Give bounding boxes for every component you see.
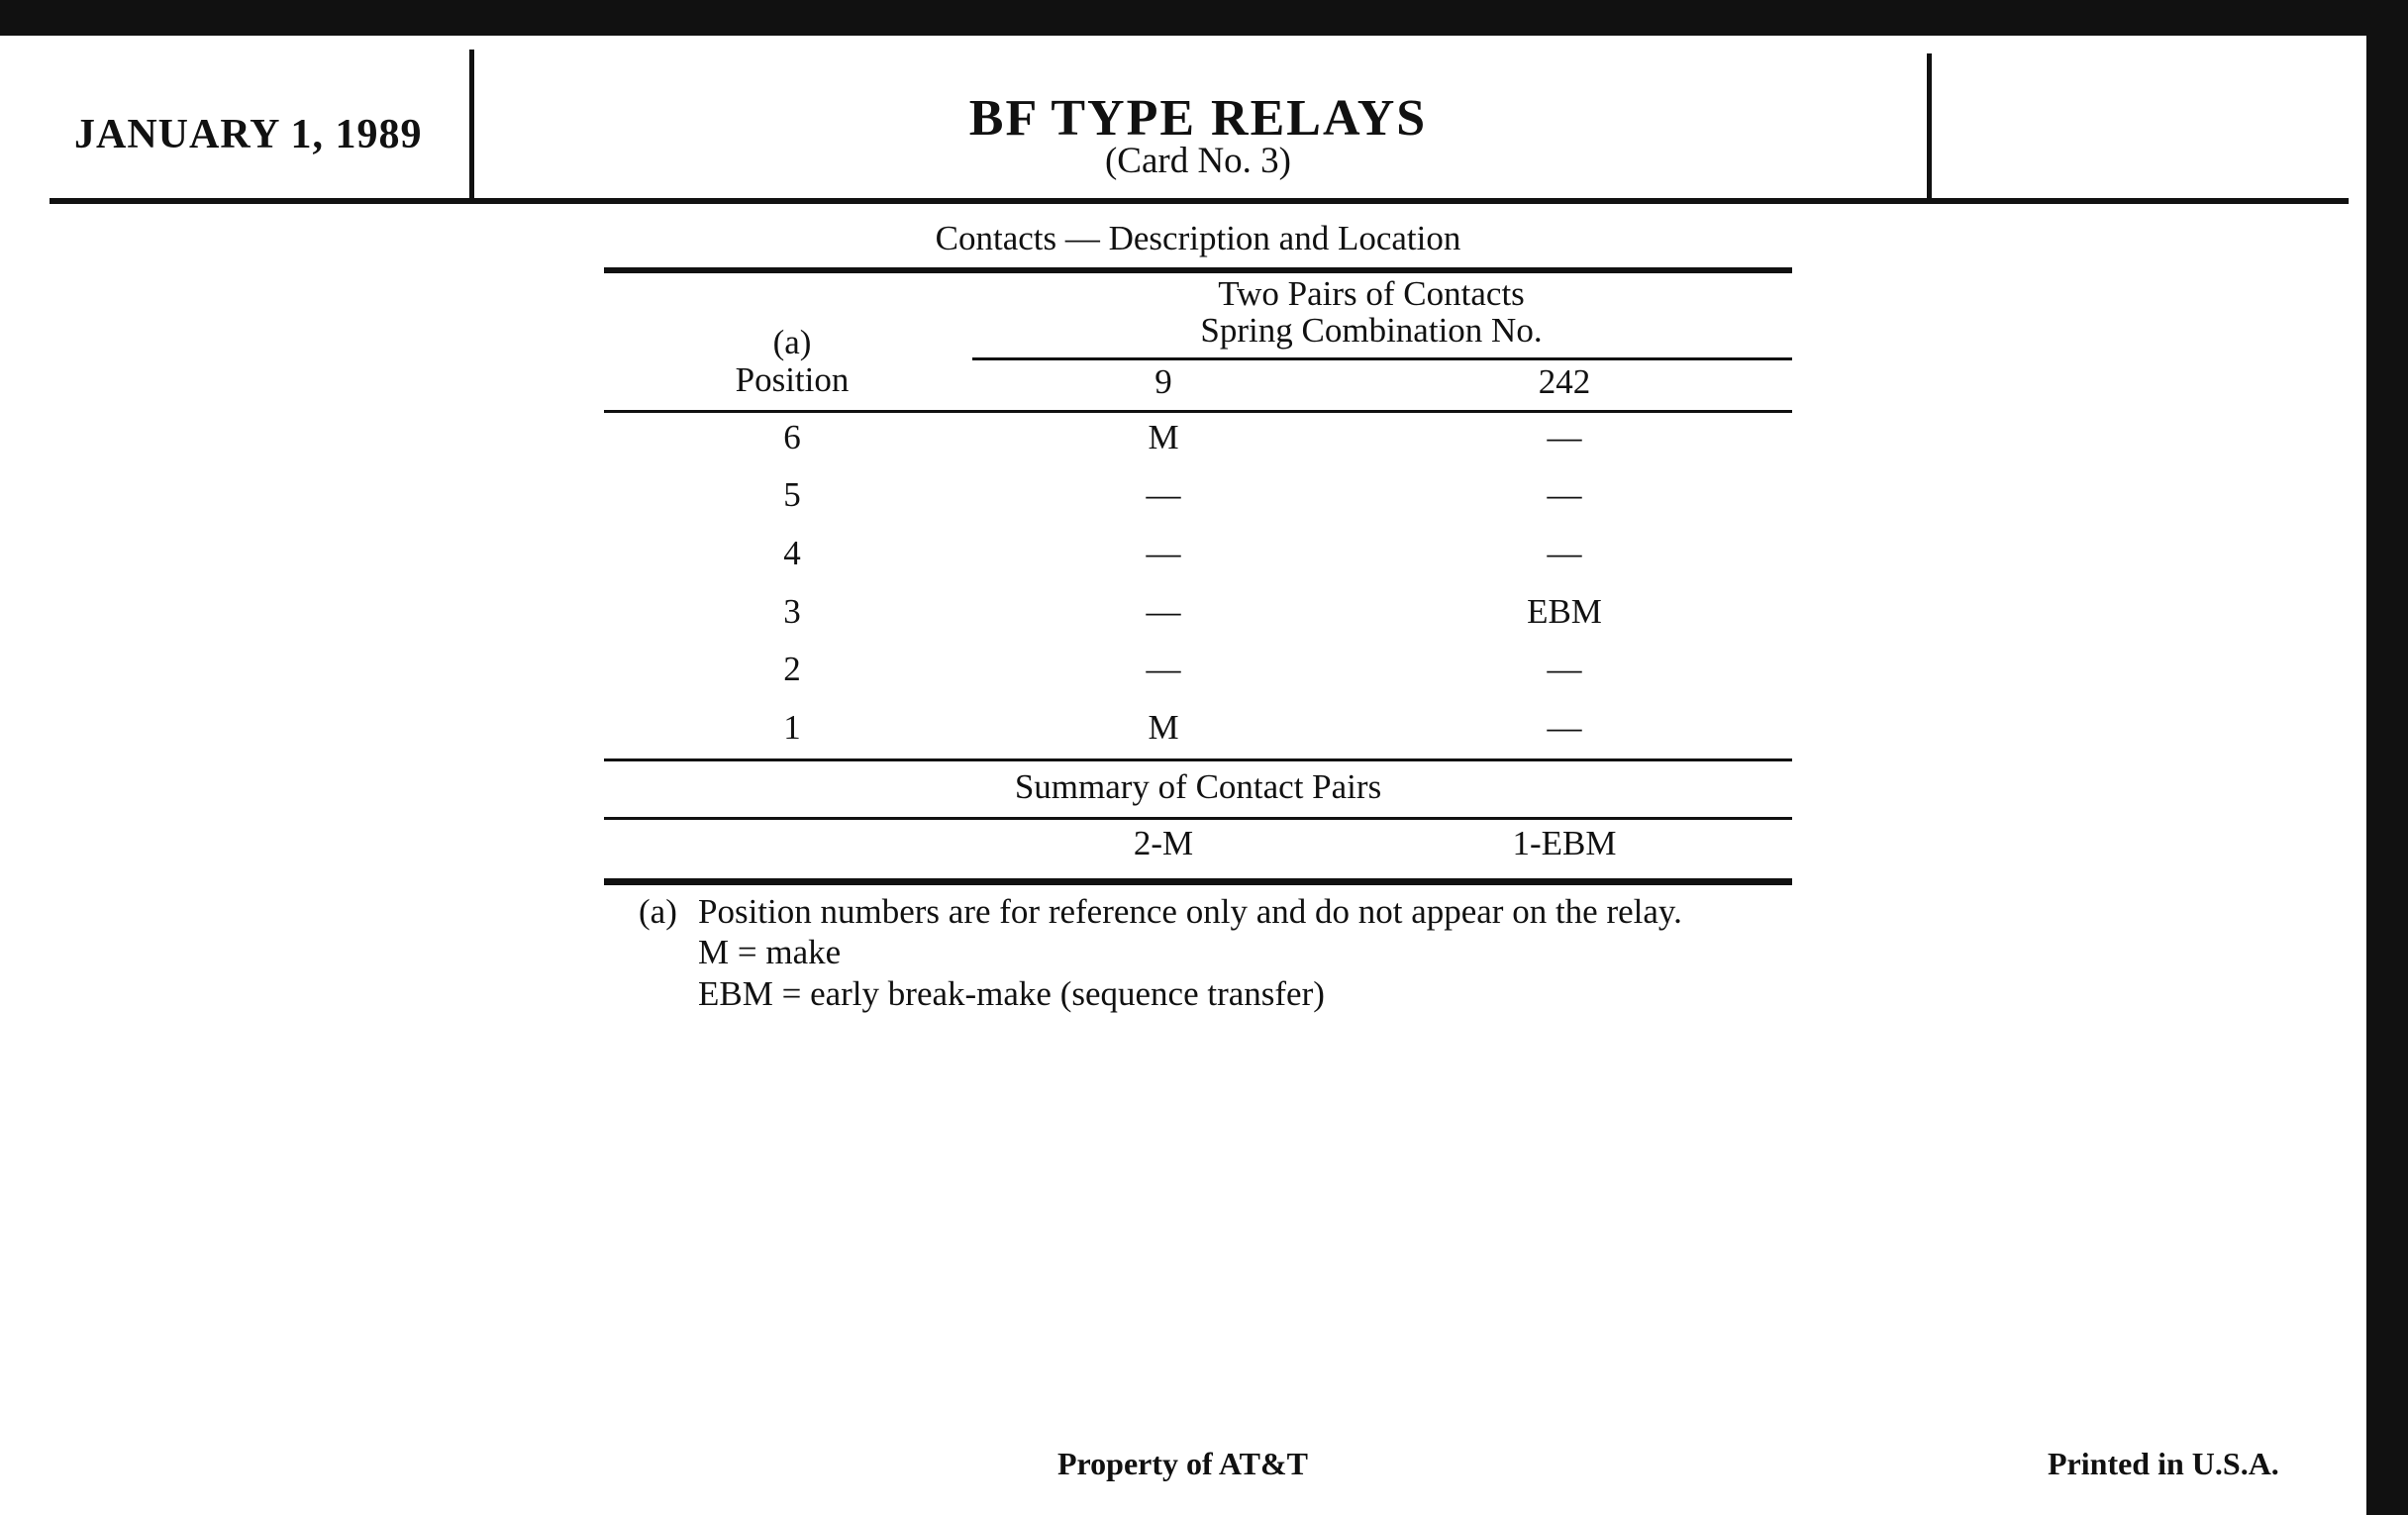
- footnote-line: M = make: [698, 933, 842, 971]
- header-divider-right: [1927, 53, 1932, 202]
- summary-label: Summary of Contact Pairs: [1014, 767, 1382, 806]
- table-cell-position: 1: [783, 708, 801, 747]
- table-bottom-rule: [604, 878, 1792, 885]
- table-cell-combo-242: EBM: [1527, 592, 1602, 631]
- card-date: JANUARY 1, 1989: [74, 112, 423, 157]
- table-cell-combo-242: —: [1547, 650, 1582, 688]
- rows-bottom-rule: [604, 758, 1792, 761]
- scan-border-top: [0, 0, 2408, 36]
- header-bottom-rule: [604, 410, 1792, 413]
- table-caption: Contacts — Description and Location: [935, 219, 1461, 257]
- group-header-line1: Two Pairs of Contacts: [1218, 274, 1525, 313]
- footer-property: Property of AT&T: [1057, 1446, 1308, 1481]
- footnote-line: EBM = early break-make (sequence transfer): [698, 974, 1325, 1013]
- position-header-label: Position: [735, 360, 850, 399]
- header-divider-left: [469, 50, 474, 200]
- footnote-line: Position numbers are for reference only and do not appear on the relay.: [698, 892, 1682, 931]
- table-cell-position: 2: [783, 650, 801, 688]
- table-cell-position: 5: [783, 475, 801, 514]
- table-cell-combo-9: M: [1148, 708, 1179, 747]
- combo-header-9: 9: [1154, 362, 1172, 401]
- table-cell-position: 6: [783, 418, 801, 456]
- card-subtitle: (Card No. 3): [1104, 141, 1292, 181]
- table-cell-combo-9: —: [1146, 592, 1181, 631]
- table-cell-combo-9: M: [1148, 418, 1179, 456]
- table-cell-position: 3: [783, 592, 801, 631]
- position-header-note: (a): [772, 323, 812, 361]
- summary-combo-242: 1-EBM: [1512, 824, 1617, 862]
- footnote-marker: (a): [639, 892, 677, 931]
- table-cell-combo-242: —: [1547, 475, 1582, 514]
- table-cell-position: 4: [783, 534, 801, 572]
- footer-printed: Printed in U.S.A.: [2048, 1446, 2279, 1481]
- table-top-rule: [604, 267, 1792, 273]
- table-cell-combo-242: —: [1547, 418, 1582, 456]
- summary-rule: [604, 817, 1792, 820]
- table-cell-combo-242: —: [1547, 708, 1582, 747]
- card-title: BF TYPE RELAYS: [968, 90, 1428, 147]
- group-header-rule: [972, 357, 1792, 360]
- group-header-line2: Spring Combination No.: [1200, 311, 1543, 350]
- header-rule: [50, 198, 2349, 204]
- summary-combo-9: 2-M: [1133, 824, 1194, 862]
- scan-border-right: [2366, 0, 2408, 1515]
- table-cell-combo-242: —: [1547, 534, 1582, 572]
- combo-header-242: 242: [1538, 362, 1591, 401]
- table-cell-combo-9: —: [1146, 650, 1181, 688]
- table-cell-combo-9: —: [1146, 534, 1181, 572]
- table-cell-combo-9: —: [1146, 475, 1181, 514]
